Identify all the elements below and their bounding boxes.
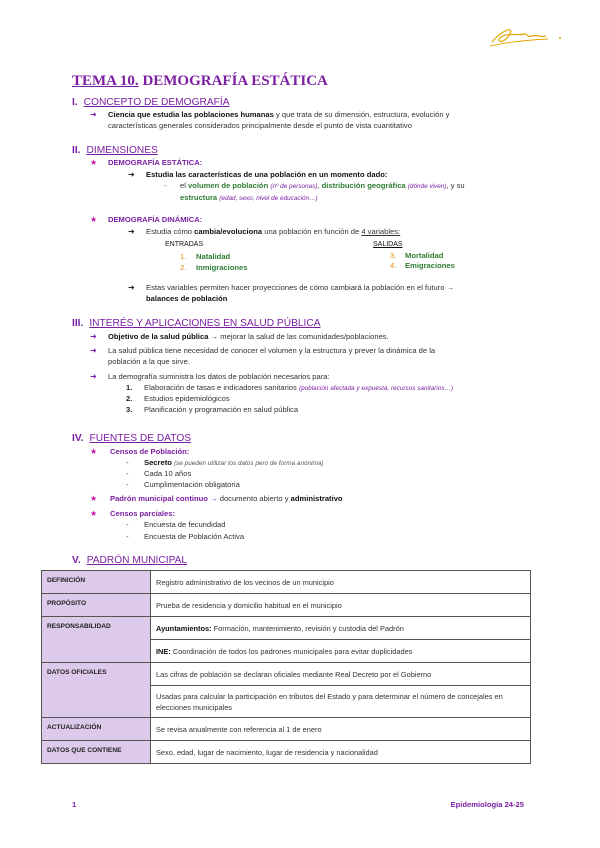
table-value: Ayuntamientos: Formación, mantenimiento, revisión y custodia del Padrón — [151, 617, 531, 640]
list-number: 4. — [390, 261, 397, 270]
section-1-heading: I. CONCEPTO DE DEMOGRAFÍA — [72, 97, 230, 108]
dynamic-line: Estudia cómo cambia/evoluciona una población en función de 4 variables: — [146, 227, 401, 236]
dash-icon: - — [126, 458, 129, 467]
s3-list-item: Planificación y programación en salud pública — [144, 405, 299, 414]
censos-item: Cada 10 años — [144, 469, 192, 478]
entry-natalidad: Natalidad — [196, 252, 231, 261]
table-row — [42, 617, 531, 640]
star-icon: ★ — [90, 158, 98, 167]
section-4-heading: IV. FUENTES DE DATOS — [72, 433, 192, 444]
table-row — [42, 663, 531, 686]
exit-emigraciones: Emigraciones — [405, 261, 455, 270]
static-line: Estudia las características de una población en un momento dado: — [146, 170, 388, 179]
table-key: DATOS OFICIALES — [42, 663, 151, 718]
censos-parciales-heading: Censos parciales: — [110, 509, 175, 518]
course-label: Epidemiología 24-25 — [450, 800, 524, 809]
projection-text: Estas variables permiten hacer proyecciones de cómo cambiará la población en el futuro → balances de población — [146, 283, 455, 303]
table-value: Usadas para calcular la participación en tributos del Estado y para determinar el número de concejales en elecciones municipales — [151, 686, 531, 718]
table-key: PROPÓSITO — [42, 594, 151, 617]
s1-paragraph: Ciencia que estudia las poblaciones humanas y que trata de su dimensión, estructura, evolución y características generales considerados principalmente desde el punto de vista cuantitativo — [108, 110, 450, 130]
section-3-heading: III. INTERÉS Y APLICACIONES EN SALUD PÚBLICA — [72, 318, 321, 329]
table-value: Las cifras de población se declaran oficiales mediante Real Decreto por el Gobierno — [151, 663, 531, 686]
entry-inmigraciones: Inmigraciones — [196, 263, 248, 272]
table-row — [42, 594, 531, 617]
table-value: INE: Coordinación de todos los padrones municipales para evitar duplicidades — [151, 640, 531, 663]
dynamic-demography-heading: DEMOGRAFÍA DINÁMICA: — [108, 215, 203, 224]
dash-icon: - — [126, 469, 129, 478]
table-row — [42, 571, 531, 594]
star-icon: ★ — [90, 494, 98, 503]
exit-mortalidad: Mortalidad — [405, 251, 444, 260]
table-row — [42, 741, 531, 764]
censos-item: Cumplimentación obligatoria — [144, 480, 240, 489]
arrow-icon: ➜ — [128, 227, 135, 236]
dash-icon: - — [126, 480, 129, 489]
s3-list-item: Elaboración de tasas e indicadores sanitarios (población afectada y expuesta, recursos sanitarios…) — [144, 383, 454, 392]
dash-icon: - — [126, 520, 129, 529]
s3-provides: La demografía suministra los datos de población necesarios para: — [108, 372, 330, 381]
censos-item: Secreto (se pueden utilizar los datos pero de forma anónima) — [144, 458, 324, 467]
table-key: DEFINICIÓN — [42, 571, 151, 594]
padron-table — [41, 570, 531, 764]
dash-icon: - — [126, 532, 129, 541]
signature-icon — [488, 24, 568, 50]
star-icon: ★ — [90, 215, 98, 224]
arrow-icon: ➜ — [90, 346, 97, 355]
arrow-icon: ➜ — [90, 372, 97, 381]
table-value: Se revisa anualmente con referencia al 1 de enero — [151, 718, 531, 741]
s3-need: La salud pública tiene necesidad de conocer el volumen y la estructura y prever la dinámica de la población a la que sirve. — [108, 346, 436, 366]
s3-objective: Objetivo de la salud pública → mejorar la salud de las comunidades/poblaciones. — [108, 332, 389, 341]
parciales-item: Encuesta de Población Activa — [144, 532, 245, 541]
static-detail: el volumen de población (nº de personas), distribución geográfica (dónde viven), y su estructura (edad, sexo, nivel de educación…) — [180, 181, 465, 202]
page-title: TEMA 10. DEMOGRAFÍA ESTÁTICA — [72, 73, 328, 89]
table-key: ACTUALIZACIÓN — [42, 718, 151, 741]
static-demography-heading: DEMOGRAFÍA ESTÁTICA: — [108, 158, 203, 167]
parciales-item: Encuesta de fecundidad — [144, 520, 226, 529]
list-number: 1. — [180, 252, 187, 261]
section-2-heading: II. DIMENSIONES — [72, 145, 158, 156]
table-key: RESPONSABILIDAD — [42, 617, 151, 663]
list-number: 1. — [126, 383, 133, 392]
entradas-label: ENTRADAS — [165, 241, 204, 248]
arrow-icon: ➜ — [128, 170, 135, 179]
list-number: 3. — [126, 405, 133, 414]
table-row — [42, 718, 531, 741]
arrow-icon: ➜ — [90, 332, 97, 341]
arrow-icon: ➜ — [128, 283, 135, 292]
dash-icon: - — [164, 181, 167, 190]
star-icon: ★ — [90, 509, 98, 518]
arrow-icon: ➜ — [90, 110, 97, 119]
star-icon: ★ — [90, 447, 98, 456]
page-number: 1 — [72, 800, 77, 809]
table-value: Registro administrativo de los vecinos de un municipio — [151, 571, 531, 594]
section-5-heading: V. PADRÓN MUNICIPAL — [72, 555, 188, 566]
s3-list-item: Estudios epidemiológicos — [144, 394, 230, 403]
censos-heading: Censos de Población: — [110, 447, 190, 456]
padron-line: Padrón municipal continuo → documento abierto y administrativo — [110, 494, 343, 503]
table-value: Sexo, edad, lugar de nacimiento, lugar de residencia y nacionalidad — [151, 741, 531, 764]
list-number: 2. — [180, 263, 187, 272]
salidas-label: SALIDAS — [373, 241, 403, 248]
list-number: 3. — [390, 251, 397, 260]
table-value: Prueba de residencia y domicilio habitual en el municipio — [151, 594, 531, 617]
table-key: DATOS QUE CONTIENE — [42, 741, 151, 764]
list-number: 2. — [126, 394, 133, 403]
